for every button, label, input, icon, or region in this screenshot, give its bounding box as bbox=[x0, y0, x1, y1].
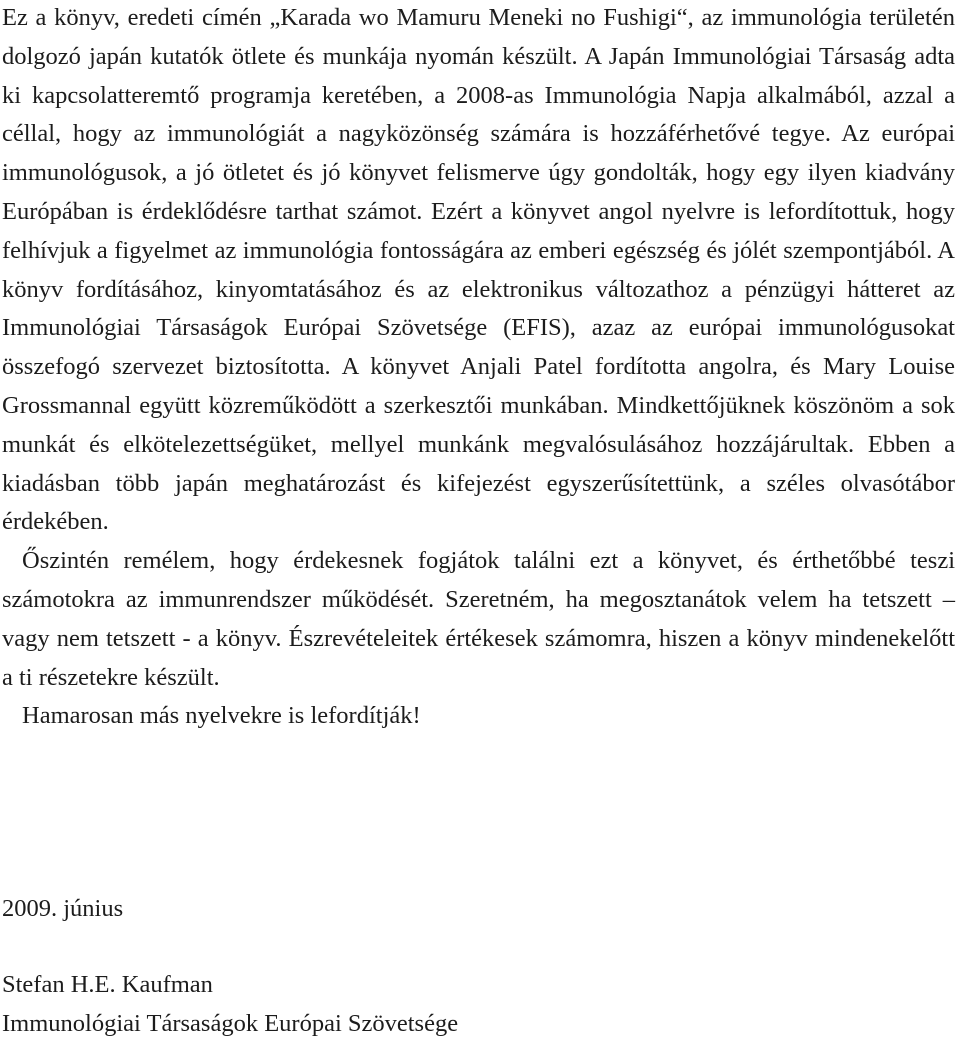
body-text bbox=[2, 0, 955, 736]
signature-organization: Immunológiai Társaságok Európai Szövetsége bbox=[2, 1009, 459, 1037]
paragraph-translation-note: Hamarosan más nyelvekre is lefordítják! bbox=[22, 702, 421, 730]
paragraph-hope: Őszintén remélem, hogy érdekesnek fogjátok találni ezt a könyvet, és érthetőbbé teszi számotokra az immunrendszer működését. Szeretném, ha megosztanátok velem ha tetszett – vagy nem tetszett - a könyv. Észrevételeitek értékesek számomra, hiszen a könyv mindenekelőtt a ti részetekre készült. bbox=[2, 547, 955, 691]
signature-name: Stefan H.E. Kaufman bbox=[2, 971, 213, 998]
date-line: 2009. június bbox=[2, 895, 124, 922]
signature-block bbox=[2, 966, 458, 1044]
paragraph-intro: Ez a könyv, eredeti címén „Karada wo Mamuru Meneki no Fushigi“, az immunológia területén dolgozó japán kutatók ötlete és munkája nyomán készült. A Japán Immunológiai Társaság adta ki kapcsolatteremtő programja keretében, a 2008-as Immunológia Napja alkalmából, azzal a céllal, hogy az immunológiát a nagyközönség számára is hozzáférhetővé tegye. Az európai immunológusok, a jó ötletet és jó könyvet felismerve úgy gondolták, hogy egy ilyen kiadvány Európában is érdeklődésre tarthat számot. Ezért a könyvet angol nyelvre is lefordítottuk, hogy felhívjuk a figyelmet az immunológia fontosságára az emberi egészség és jólét szempontjából. A könyv fordításához, kinyomtatásához és az elektronikus változathoz a pénzügyi hátteret az Immunológiai Társaságok Európai Szövetsége (EFIS), azaz az európai immunológusokat összefogó szervezet biztosította. A könyvet Anjali Patel fordította angolra, és Mary Louise Grossmannal együtt közreműködött a szerkesztői munkában. Mindkettőjüknek köszönöm a sok munkát és elkötelezettségüket, mellyel munkánk megvalósulásához hozzájárultak. Ebben a kiadásban több japán meghatározást és kifejezést egyszerűsítettünk, a széles olvasótábor érdekében. bbox=[2, 4, 955, 536]
